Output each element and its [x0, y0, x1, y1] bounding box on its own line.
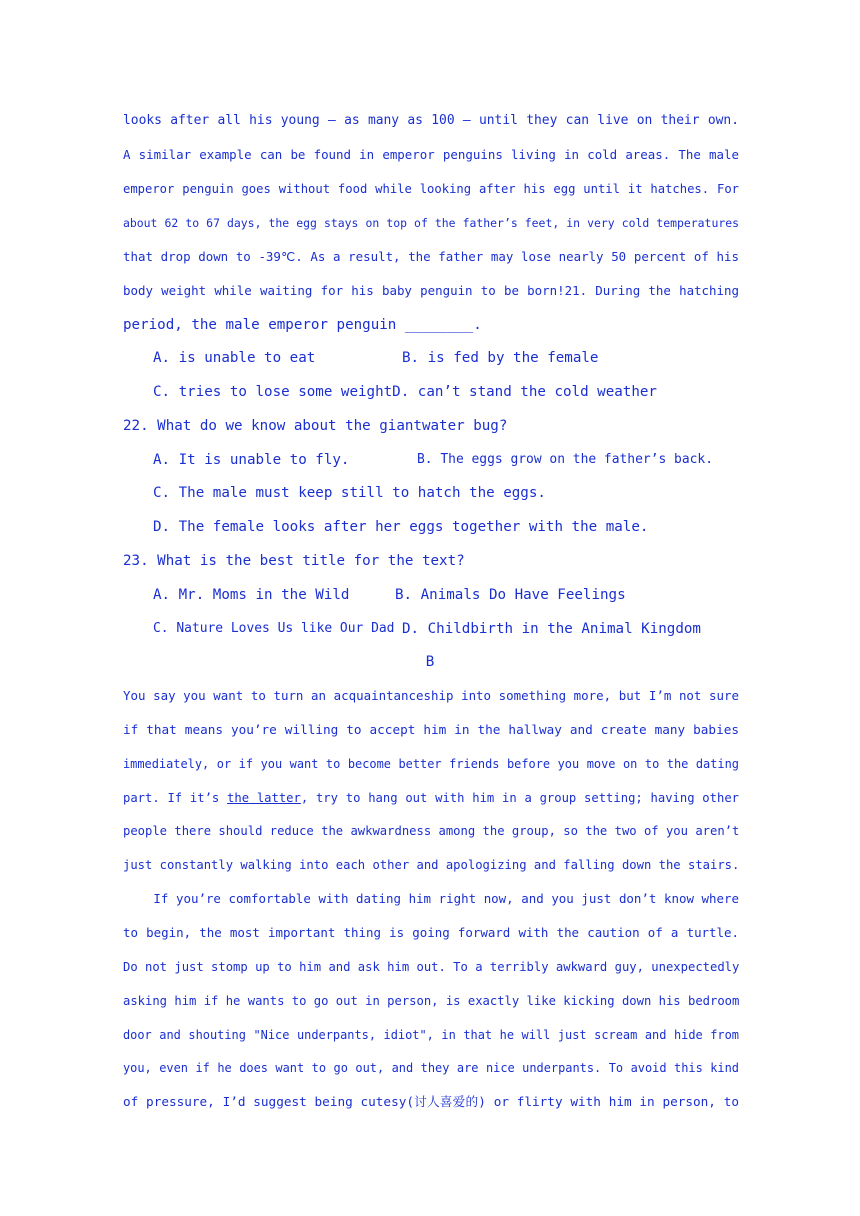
question-23-stem: 23. What is the best title for the text? [123, 553, 465, 569]
passage-line: You say you want to turn an acquaintanceship into something more, but I’m not sure [123, 688, 739, 703]
q22-option-a: A. It is unable to fly. [153, 452, 350, 468]
underlined-phrase: the latter [227, 791, 301, 805]
passage-line: If you’re comfortable with dating him right now, and you just don’t know where [123, 891, 739, 906]
question-22-stem: 22. What do we know about the giantwater bug? [123, 418, 508, 434]
q22-option-d: D. The female looks after her eggs together with the male. [153, 519, 649, 535]
passage-line: of pressure, I’d suggest being cutesy(讨人喜爱的) or flirty with him in person, to [123, 1094, 739, 1109]
q22-option-b: B. The eggs grow on the father’s back. [417, 452, 713, 467]
passage-line: just constantly walking into each other and apologizing and falling down the stairs. [123, 858, 740, 872]
passage-line: door and shouting "Nice underpants, idiot", in that he will just scream and hide from [123, 1028, 739, 1042]
question-21-stem: period, the male emperor penguin ________. [123, 317, 482, 333]
passage-line: if that means you’re willing to accept him in the hallway and create many babies [123, 722, 739, 737]
passage-line-with-underline [123, 787, 739, 809]
q23-option-a: A. Mr. Moms in the Wild [153, 587, 350, 603]
passage-line: looks after all his young — as many as 100 — until they can live on their own. [123, 113, 739, 128]
passage-line: emperor penguin goes without food while looking after his egg until it hatches. For [123, 182, 739, 196]
q23-option-b: B. Animals Do Have Feelings [395, 587, 626, 603]
q21-option-a: A. is unable to eat [153, 350, 316, 366]
passage-line: A similar example can be found in emperor penguins living in cold areas. The male [123, 147, 739, 162]
passage-line: you, even if he does want to go out, and they are nice underpants. To avoid this kind [123, 1061, 739, 1075]
q22-option-c: C. The male must keep still to hatch the eggs. [153, 485, 546, 501]
text-run: part. If it’s [123, 791, 228, 805]
passage-line: immediately, or if you want to become better friends before you move on to the dating [123, 757, 739, 771]
passage-line: Do not just stomp up to him and ask him out. To a terribly awkward guy, unexpectedly [123, 960, 740, 974]
passage-line: asking him if he wants to go out in person, is exactly like kicking down his bedroom [123, 994, 740, 1008]
passage-line: to begin, the most important thing is going forward with the caution of a turtle. [123, 925, 739, 940]
passage-line: about 62 to 67 days, the egg stays on top of the father’s feet, in very cold temperatures [123, 216, 739, 230]
passage-line: body weight while waiting for his baby penguin to be born!21. During the hatching [123, 283, 739, 298]
text-run: , try to hang out with him in a group setting; having other [300, 791, 739, 805]
q23-option-c: C. Nature Loves Us like Our Dad [153, 621, 395, 636]
passage-line: people there should reduce the awkwardness among the group, so the two of you aren’t [123, 824, 740, 838]
section-heading: B [425, 654, 435, 670]
q21-option-b: B. is fed by the female [402, 350, 599, 366]
q23-option-d: D. Childbirth in the Animal Kingdom [402, 621, 701, 637]
passage-line: that drop down to -39℃. As a result, the father may lose nearly 50 percent of his [123, 249, 739, 264]
q21-option-cd: C. tries to lose some weightD. can’t stand the cold weather [153, 384, 657, 400]
